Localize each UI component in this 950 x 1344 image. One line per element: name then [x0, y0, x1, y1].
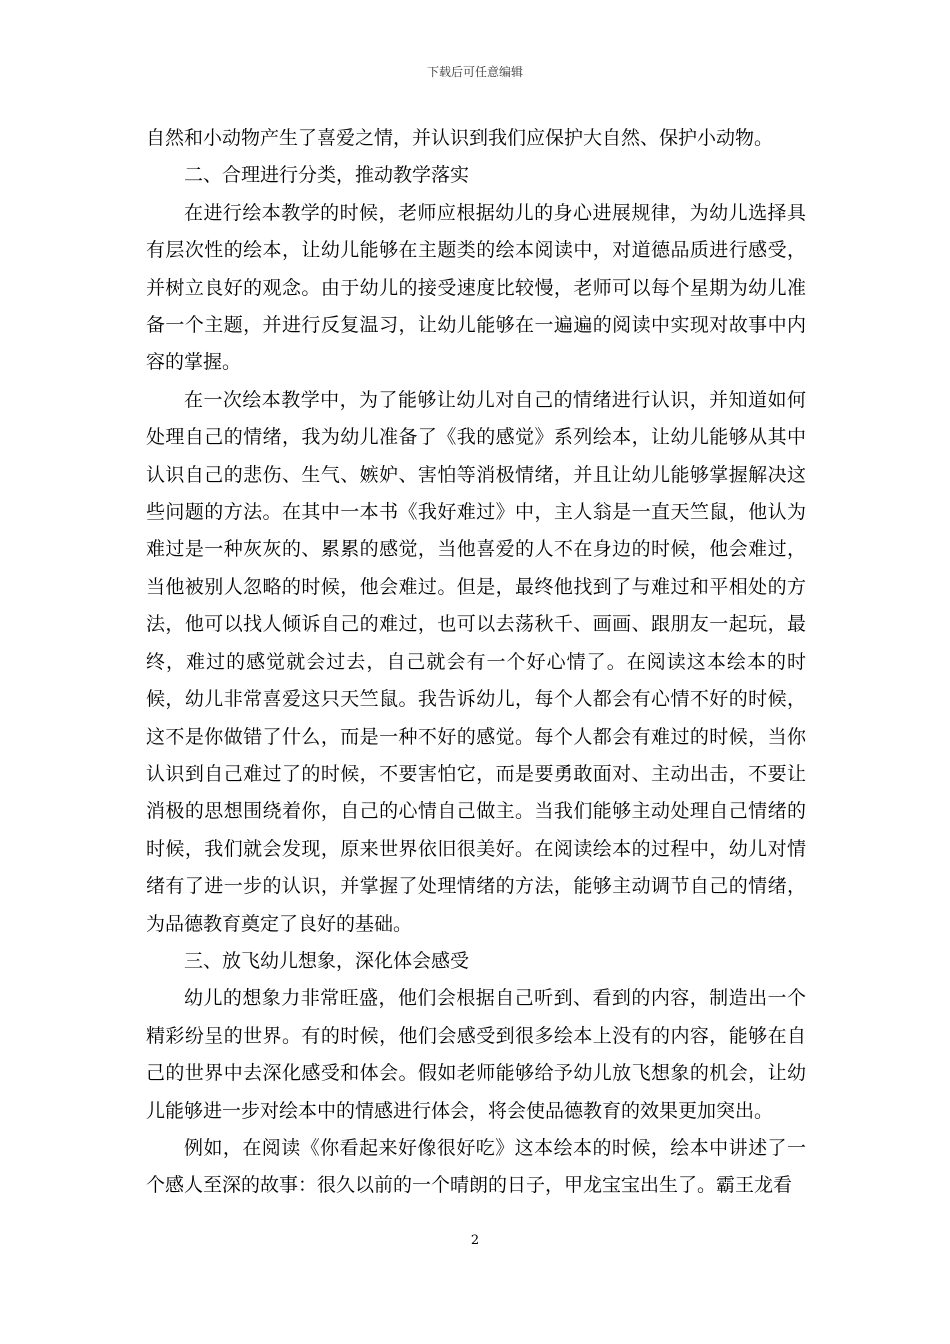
paragraph: 在进行绘本教学的时候，老师应根据幼儿的身心进展规律，为幼儿选择具有层次性的绘本，让幼儿能够在主题类的绘本阅读中，对道德品质进行感受，并树立良好的观念。由于幼儿的接受速度比较慢，老师可以每个星期为幼儿准备一个主题，并进行反复温习，让幼儿能够在一遍遍的阅读中实现对故事中内容的掌握。	[146, 201, 806, 374]
page-header: 下载后可任意编辑	[426, 65, 523, 79]
paragraph: 例如，在阅读《你看起来好像很好吃》这本绘本的时候，绘本中讲述了一个感人至深的故事：很久以前的一个晴朗的日子，甲龙宝宝出生了。霸王龙看	[146, 1136, 806, 1197]
paragraph: 在一次绘本教学中，为了能够让幼儿对自己的情绪进行认识，并知道如何处理自己的情绪，我为幼儿准备了《我的感觉》系列绘本，让幼儿能够从其中认识自己的悲伤、生气、嫉妒、害怕等消极情绪，并且让幼儿能够掌握解决这些问题的方法。在其中一本书《我好难过》中，主人翁是一直天竺鼠，他认为难过是一种灰灰的、累累的感觉，当他喜爱的人不在身边的时候，他会难过，当他被别人忽略的时候，他会难过。但是，最终他找到了与难过和平相处的方法，他可以找人倾诉自己的难过，也可以去荡秋千、画画、跟朋友一起玩，最终，难过的感觉就会过去，自己就会有一个好心情了。在阅读这本绘本的时候，幼儿非常喜爱这只天竺鼠。我告诉幼儿，每个人都会有心情不好的时候，这不是你做错了什么，而是一种不好的感觉。每个人都会有难过的时候，当你认识到自己难过了的时候，不要害怕它，而是要勇敢面对、主动出击，不要让消极的思想围绕着你，自己的心情自己做主。当我们能够主动处理自己情绪的时候，我们就会发现，原来世界依旧很美好。在阅读绘本的过程中，幼儿对情绪有了进一步的认识，并掌握了处理情绪的方法，能够主动调节自己的情绪，为品德教育奠定了良好的基础。	[146, 388, 806, 935]
page-number: 2	[470, 1233, 480, 1248]
document-body	[146, 120, 806, 1205]
paragraph: 幼儿的想象力非常旺盛，他们会根据自己听到、看到的内容，制造出一个精彩纷呈的世界。有的时候，他们会感受到很多绘本上没有的内容，能够在自己的世界中去深化感受和体会。假如老师能够给予幼儿放飞想象的机会，让幼儿能够进一步对绘本中的情感进行体会，将会使品德教育的效果更加突出。	[146, 987, 806, 1122]
paragraph-continuation: 自然和小动物产生了喜爱之情，并认识到我们应保护大自然、保护小动物。	[146, 127, 774, 149]
section-heading-3: 三、放飞幼儿想象，深化体会感受	[184, 949, 470, 972]
section-heading-2: 二、合理进行分类，推动教学落实	[184, 164, 470, 187]
